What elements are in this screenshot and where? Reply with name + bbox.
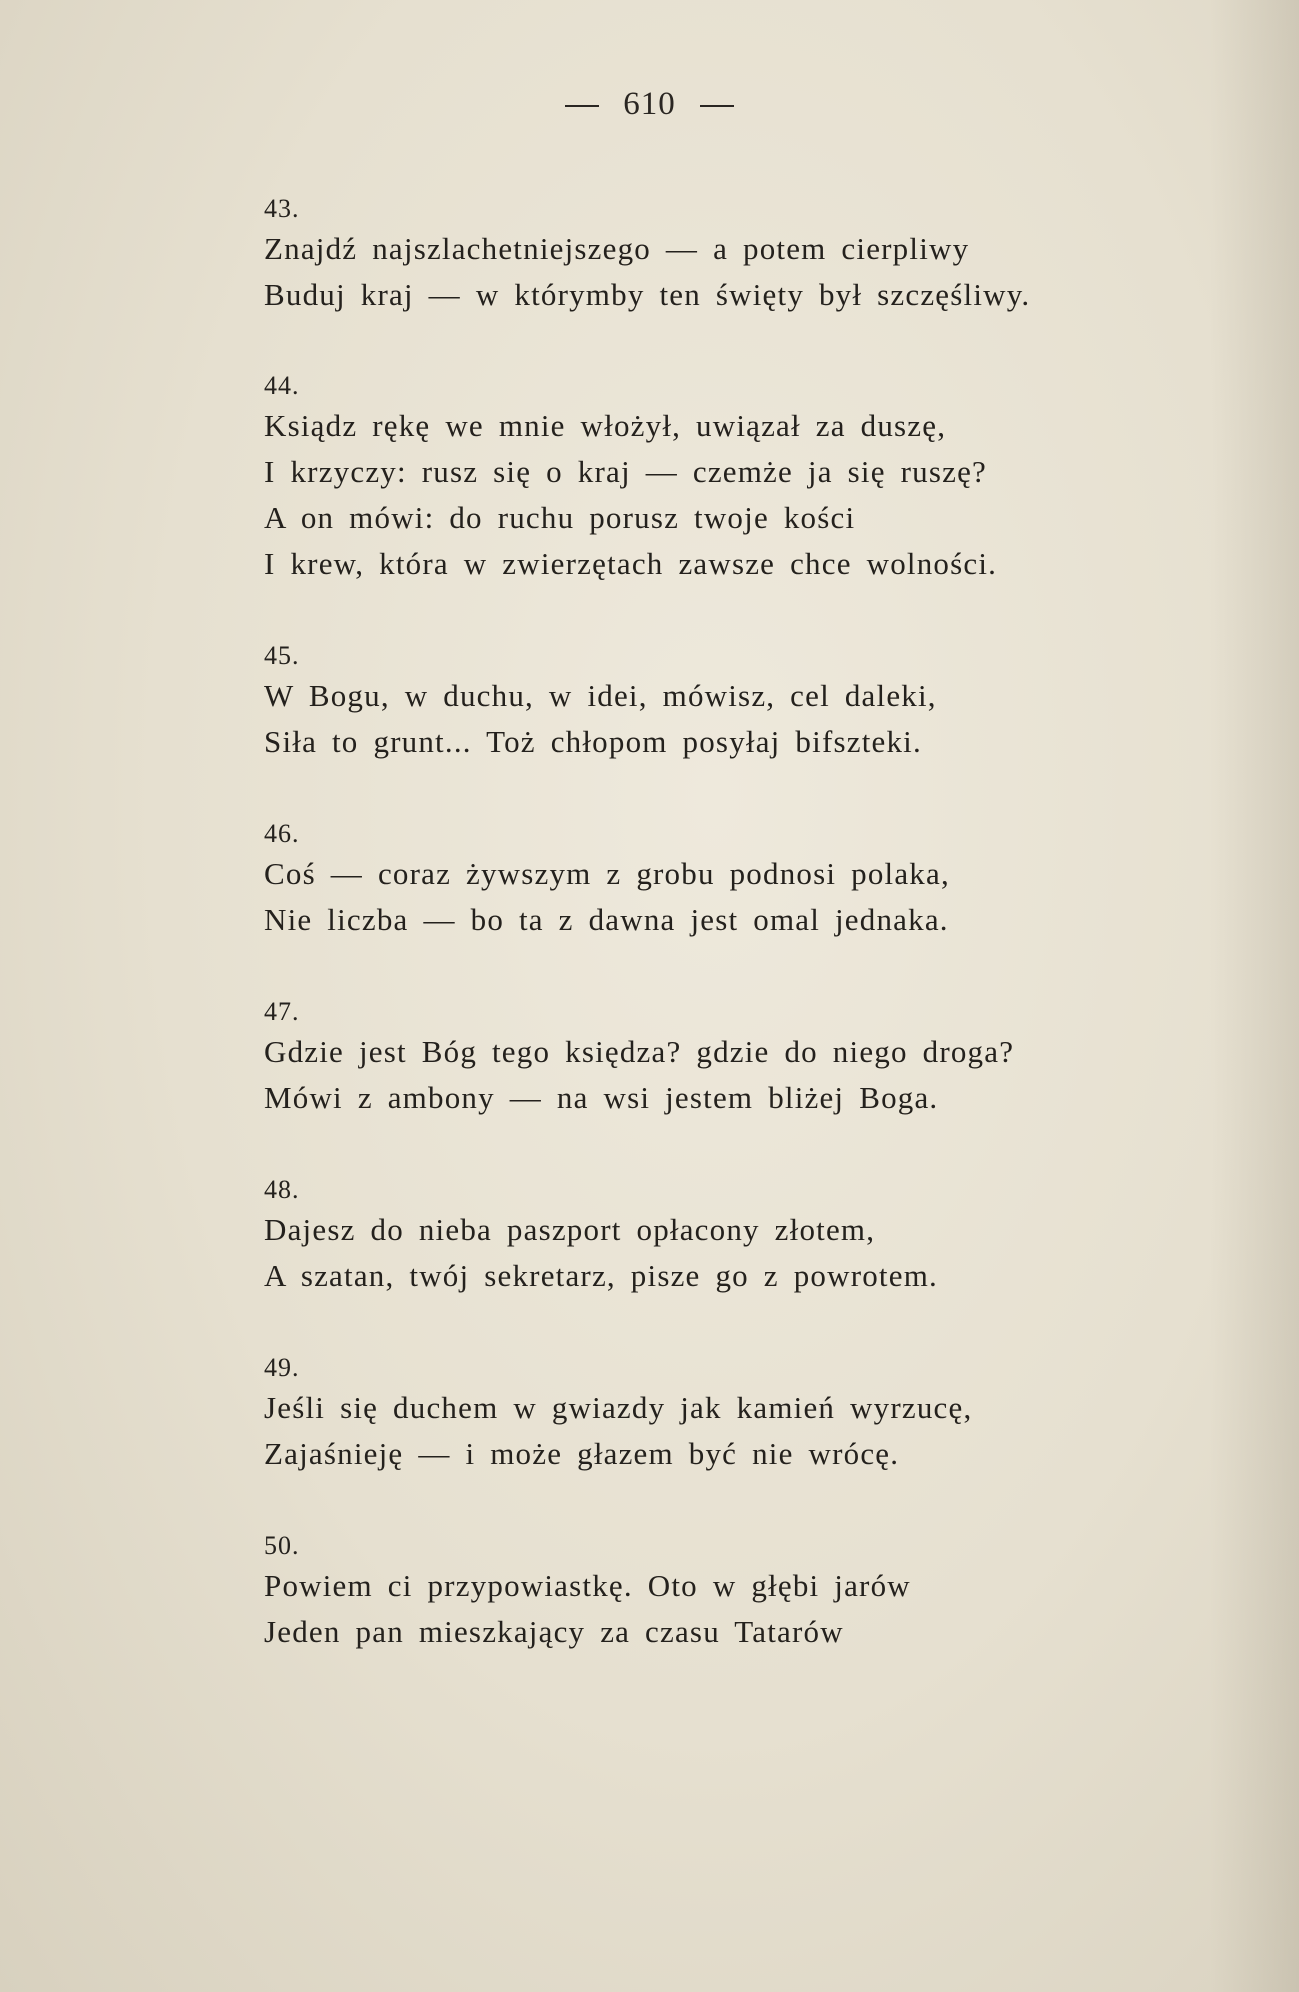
stanza-49 — [264, 1351, 1224, 1477]
verse-line: Znajdź najszlachetniejszego — a potem cierpliwy — [264, 231, 970, 266]
stanza-number: 47. — [264, 997, 300, 1026]
verse-line: Jeden pan mieszkający za czasu Tatarów — [264, 1614, 844, 1649]
header-dash-left — [565, 105, 599, 107]
verse-line: Jeśli się duchem w gwiazdy jak kamień wyrzucę, — [264, 1390, 973, 1425]
verse-line: W Bogu, w duchu, w idei, mówisz, cel daleki, — [264, 678, 937, 713]
verse-line: Powiem ci przypowiastkę. Oto w głębi jarów — [264, 1568, 911, 1603]
page-number: 610 — [623, 86, 676, 122]
verse-line: I krew, która w zwierzętach zawsze chce wolności. — [264, 546, 998, 581]
verse-line: Zajaśnieję — i może głazem być nie wrócę. — [264, 1436, 900, 1471]
stanza-number: 46. — [264, 819, 300, 848]
header-dash-right — [700, 105, 734, 107]
verse-line: Nie liczba — bo ta z dawna jest omal jednaka. — [264, 902, 949, 937]
verse-line: I krzyczy: rusz się o kraj — czemże ja się ruszę? — [264, 454, 987, 489]
verse-line: Mówi z ambony — na wsi jestem bliżej Boga. — [264, 1080, 939, 1115]
verse-line: A szatan, twój sekretarz, pisze go z powrotem. — [264, 1258, 938, 1293]
verse-line: Gdzie jest Bóg tego księdza? gdzie do niego droga? — [264, 1034, 1015, 1069]
stanza-number: 48. — [264, 1175, 300, 1204]
stanza-number: 43. — [264, 194, 300, 223]
page-header — [0, 86, 1299, 123]
stanza-46 — [264, 817, 1224, 943]
verse-line: Dajesz do nieba paszport opłacony złotem, — [264, 1212, 876, 1247]
verse-line: A on mówi: do ruchu porusz twoje kości — [264, 500, 856, 535]
stanza-43 — [264, 192, 1224, 318]
stanza-45 — [264, 639, 1224, 765]
poem-body — [264, 192, 1224, 1655]
stanza-number: 44. — [264, 371, 300, 400]
stanza-number: 50. — [264, 1531, 300, 1560]
stanza-44 — [264, 369, 1224, 587]
stanza-number: 49. — [264, 1353, 300, 1382]
stanza-number: 45. — [264, 641, 300, 670]
verse-line: Buduj kraj — w którymby ten święty był szczęśliwy. — [264, 277, 1031, 312]
verse-line: Ksiądz rękę we mnie włożył, uwiązał za duszę, — [264, 408, 947, 443]
stanza-48 — [264, 1173, 1224, 1299]
verse-line: Siła to grunt... Toż chłopom posyłaj bifszteki. — [264, 724, 922, 759]
stanza-47 — [264, 995, 1224, 1121]
stanza-50 — [264, 1529, 1224, 1655]
verse-line: Coś — coraz żywszym z grobu podnosi polaka, — [264, 856, 950, 891]
